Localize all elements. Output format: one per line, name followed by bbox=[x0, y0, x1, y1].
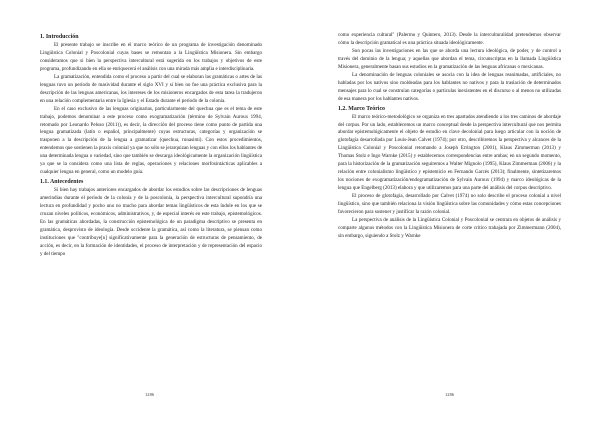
paragraph: El marco teórico-metodológico se organiza en tres apartados atendiendo a los tres caminos de abordaje del corpus. Por un lado, establecemos un marco conceptual desde la perspectiva intercultural que nos permita abordar epistemológicamente el objeto de estudio en clave decolonial para luego articular con la noción de glotofagia desarrollada por Louis-Jean Calvet (1974); por otro, describiremos la perspectiva y alcances de la Lingüística Colonial y Poscolonial retomando a Joseph Errington (2001), Klaus Zimmerman (2013) y Thomas Stolz e Ingo Warnke (2015) y establecemos correspondencias entre ambas; en un segundo momento, para la historización de la gramatización seguiremos a Walter Mignolo (1995), Klaus Zimmerman (2006) y la relación entre colonialismo lingüístico y epistemicio en Fernando Garcés (2013); finalmente, sintetizaremos los nociones de exogramatización/endogramatización de Sylvain Auroux (1994) y marco ideológicas de la lengua que Engelberg (2013) elabora y que utilizaremos para una parte del análisis del corpus descriptivo. bbox=[338, 113, 561, 192]
page-number: 1286 bbox=[445, 392, 455, 397]
paragraph: Si bien hay trabajos anteriores encargados de abordar los estudios sobre las descripciones de lenguas amerindias durante el período de la colonia y de la poscolonia, la perspectiva intercultural supondría una lectura en profundidad y pocho uno no mucho para abordar temas lingüísticos de esta índole en los que se cruzan niveles políticos, económicos, administrativos, y, de especial interés en este trabajo, epistemológicos. En las gramáticas abordadas, la construcción epistemológica de un paradigma descriptivo se presenta en gramática, desprovisto de ideología. Desde occidente la gramática, así como la literatura, se piensan como instituciones que "contribuye[n] significativamente para la generación de estructuras de pensamiento, de acción, es decir, en la formación de identidades, el proceso de interpretación y de representación del espacio y del tiempo bbox=[40, 187, 262, 257]
section-heading-marco-teorico: 1.2. Marco Teórico bbox=[338, 105, 386, 112]
paragraph: El presente trabajo se inscribe en el marco teórico de un programa de investigación denominado Lingüística Colonial y Poscolonial cuyas bases se remontan a la Lingüística Misionera. Sin embargo consideramos que si bien la perspectiva intercultural está sugerida en los trabajos y objetivos de este programa, profundizando en ella se enriquecerá el análisis con una mirada más amplia e interdisciplinaria. bbox=[40, 42, 262, 72]
paragraph: Son pocas las investigaciones en las que se aborda una lectura ideológica, de poder, y de control a través del dominio de la lengua; y aquellas que abordan el tema, circunscriptas en la llamada Lingüística Misionera, generalmente basan sus estudios en la gramatización de las lenguas africanas o mexicanas. bbox=[338, 47, 561, 70]
paragraph-continuation: como experiencia cultural" (Palermo y Quintero, 2013). Desde la interculturalidad pretendemos observar cómo la descripción gramatical es una práctica situada ideológicamente. bbox=[338, 32, 561, 46]
right-column bbox=[338, 32, 561, 241]
right-page bbox=[300, 0, 600, 424]
paragraph: La denominación de lenguas coloniales se asocia con la idea de lenguas reanimadas, artificiales, no habladas por los nativos sino moldeadas para los hablantes no nativos y para la traslación de determinados mensajes para lo cual se construían categorías o particulas inexistentes en el discurso o al menos no utilizadas de esa manera por los hablantes nativos. bbox=[338, 71, 561, 102]
left-column bbox=[40, 32, 262, 259]
section-heading-antecedentes: 1.1. Antecedentes bbox=[40, 179, 84, 186]
section-heading-introduccion: 1. Introducción bbox=[40, 34, 79, 40]
paragraph: El proceso de glotofagia, desarrollado por Calvet (1974) no solo describe el proceso colonial a nivel lingüístico, sino que también relaciona la visión lingüística sobre las comunidades y cómo estas concepciones favorecieron para sostener y justificar la razón colonial. bbox=[338, 193, 561, 216]
paragraph: La gramatización, entendida como el proceso a partir del cual se elaboran las gramáticas o artes de las lenguas tuvo un período de masividad durante el siglo XVI y si bien no fue una práctica exclusiva para la descripción de las lenguas americanas, los intereses de los misioneros encargados de esta tarea la tradujeron en una relación complementaria entre la Iglesia y el Estado durante el período de la colonia. bbox=[40, 73, 262, 104]
paragraph: En el caso exclusivo de las lenguas originarias, particularmente del quechua que es el tema de este trabajo, podemos denominar a este proceso como exogramatización (término de Sylvain Auroux 1994, retomado por Leonardo Peluso (2011)), es decir, la dirección del proceso tiene como punto de partida una lengua gramatizada (latín o español, principalmente) cuyas estructuras, categorías y organización se trasponen a la descripción de la lengua a gramatizar (quechua, runasimi). Con estos procedimientos, entendemos que sostienen la praxis colonial ya que no sólo se jerarquizan lenguas y con ellos los hablantes de una determinada lengua o variedad, sino que también se descarga ideológicamente la organización lingüística ya que se la considera como una lista de reglas, operaciones y relaciones morfosintácticas aplicables a cualquier lengua en general, como un modelo guía. bbox=[40, 105, 263, 176]
paragraph: La perspectiva de análisis de la Lingüística Colonial y Poscolonial se centrara en objetos de análisis y comparte algunos métodos con la Lingüística Misionera de corte crítico trabajada por Zimmermann (2004), sin embargo, siguiendo a Stolz y Warnke bbox=[338, 216, 561, 239]
page-number: 1286 bbox=[145, 392, 155, 397]
